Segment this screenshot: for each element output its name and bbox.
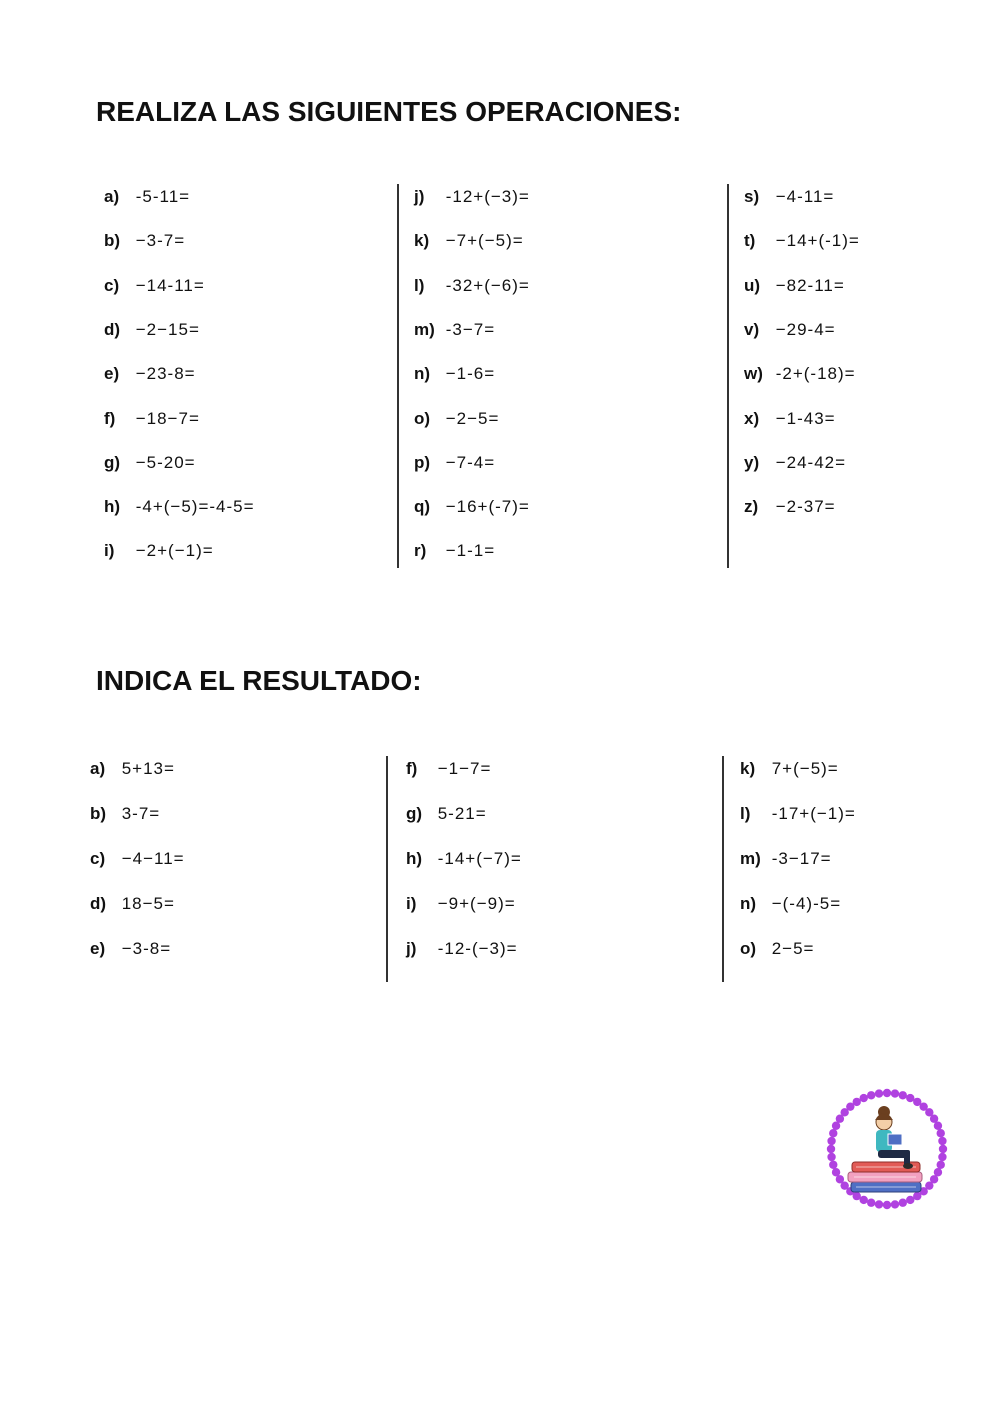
- exercise-label: c): [104, 275, 120, 295]
- exercise-label: k): [740, 759, 756, 778]
- exercise-item: [740, 848, 832, 870]
- exercise-expression: −18−7=: [130, 408, 200, 428]
- exercise-expression: −29-4=: [770, 319, 836, 339]
- exercise-item: [90, 758, 175, 780]
- exercise-label: u): [744, 275, 761, 295]
- badge-dot: [860, 1094, 868, 1102]
- exercise-label: b): [104, 231, 121, 251]
- exercise-expression: −16+(-7)=: [440, 497, 530, 517]
- exercise-expression: −1−7=: [432, 759, 492, 778]
- exercise-expression: −23-8=: [130, 364, 196, 384]
- exercise-item: [414, 408, 499, 430]
- exercise-expression: −2−5=: [440, 408, 500, 428]
- badge-dot: [891, 1089, 899, 1097]
- exercise-label: q): [414, 497, 431, 517]
- exercise-label: a): [90, 759, 106, 778]
- exercise-item: [104, 275, 205, 297]
- exercise-label: v): [744, 319, 760, 339]
- exercise-expression: −1-43=: [770, 408, 836, 428]
- exercise-label: f): [406, 759, 418, 778]
- exercise-item: [744, 408, 836, 430]
- badge-dot: [883, 1201, 891, 1209]
- exercise-label: r): [414, 541, 427, 561]
- exercise-item: [104, 452, 196, 474]
- exercise-item: [414, 186, 530, 208]
- exercise-item: [104, 540, 214, 562]
- exercise-label: z): [744, 497, 759, 517]
- exercise-expression: -17+(−1)=: [766, 804, 856, 823]
- exercise-item: [740, 758, 839, 780]
- exercise-item: [406, 758, 491, 780]
- exercise-expression: −2-37=: [770, 497, 836, 517]
- column-divider: [727, 184, 729, 568]
- exercise-label: m): [740, 849, 761, 868]
- exercise-expression: −7+(−5)=: [440, 231, 524, 251]
- exercise-item: [744, 452, 846, 474]
- badge-dot: [827, 1145, 835, 1153]
- badge-dot: [906, 1196, 914, 1204]
- exercise-item: [744, 186, 834, 208]
- exercise-label: n): [740, 894, 757, 913]
- exercise-label: l): [414, 275, 425, 295]
- badge-dot: [937, 1129, 945, 1137]
- exercise-expression: -3−17=: [766, 849, 832, 868]
- exercise-label: o): [414, 408, 431, 428]
- exercise-item: [414, 275, 530, 297]
- exercise-item: [744, 363, 856, 385]
- exercise-item: [104, 186, 190, 208]
- exercise-label: s): [744, 187, 760, 206]
- exercise-expression: −9+(−9)=: [432, 894, 516, 913]
- exercise-expression: −(-4)-5=: [766, 894, 842, 913]
- exercise-expression: −2−15=: [130, 319, 200, 339]
- exercise-item: [104, 363, 196, 385]
- exercise-label: w): [744, 364, 763, 384]
- exercise-item: [104, 408, 200, 430]
- badge-dot: [899, 1091, 907, 1099]
- badge-dot: [875, 1200, 883, 1208]
- exercise-expression: 2−5=: [766, 939, 815, 958]
- exercise-label: t): [744, 231, 756, 251]
- badge-dot: [883, 1089, 891, 1097]
- exercise-label: p): [414, 452, 431, 472]
- exercise-item: [406, 938, 518, 960]
- exercise-item: [744, 230, 860, 252]
- exercise-label: n): [414, 364, 431, 384]
- exercise-label: o): [740, 939, 757, 958]
- exercise-item: [90, 893, 175, 915]
- exercise-label: i): [406, 894, 417, 913]
- exercise-expression: -32+(−6)=: [440, 275, 530, 295]
- exercise-item: [414, 319, 495, 341]
- exercise-expression: −3-8=: [116, 939, 172, 958]
- exercise-item: [744, 275, 845, 297]
- exercise-label: h): [406, 849, 423, 868]
- badge-dot: [832, 1168, 840, 1176]
- exercise-expression: −14-11=: [130, 275, 205, 295]
- exercise-expression: 18−5=: [116, 894, 175, 913]
- exercise-expression: −2+(−1)=: [130, 541, 214, 561]
- exercise-label: e): [90, 939, 106, 958]
- exercise-item: [740, 893, 841, 915]
- exercise-expression: −5-20=: [130, 452, 196, 472]
- badge-dot: [867, 1199, 875, 1207]
- exercise-item: [406, 803, 487, 825]
- exercise-expression: −24-42=: [770, 452, 847, 472]
- exercise-item: [414, 230, 524, 252]
- exercise-expression: -2+(-18)=: [770, 364, 856, 384]
- exercise-item: [406, 893, 516, 915]
- exercise-expression: -12-(−3)=: [432, 939, 518, 958]
- exercise-item: [104, 319, 200, 341]
- exercise-label: f): [104, 408, 116, 428]
- badge-dot: [939, 1145, 947, 1153]
- exercise-item: [414, 363, 495, 385]
- exercise-label: i): [104, 541, 115, 561]
- badge-dot: [891, 1200, 899, 1208]
- exercise-item: [744, 319, 836, 341]
- badge-dot: [934, 1122, 942, 1130]
- exercise-expression: 3-7=: [116, 804, 161, 823]
- exercise-item: [90, 848, 185, 870]
- exercise-label: b): [90, 804, 107, 823]
- column-divider: [386, 756, 388, 982]
- exercise-expression: -3−7=: [440, 319, 496, 339]
- badge-dot: [938, 1153, 946, 1161]
- exercise-label: x): [744, 408, 760, 428]
- badge-dot: [829, 1129, 837, 1137]
- exercise-label: h): [104, 497, 121, 517]
- badge-dot: [899, 1199, 907, 1207]
- exercise-label: g): [104, 452, 121, 472]
- badge-dot: [827, 1153, 835, 1161]
- exercise-expression: −4-11=: [770, 187, 835, 206]
- badge-dot: [827, 1137, 835, 1145]
- exercise-label: j): [414, 187, 425, 206]
- exercise-item: [740, 938, 815, 960]
- exercise-label: k): [414, 231, 430, 251]
- exercise-expression: 5-21=: [432, 804, 487, 823]
- exercise-expression: −82-11=: [770, 275, 845, 295]
- exercise-label: j): [406, 939, 417, 958]
- exercise-label: a): [104, 187, 120, 206]
- exercise-expression: −3-7=: [130, 231, 186, 251]
- exercise-expression: −4−11=: [116, 849, 185, 868]
- badge-dot: [867, 1091, 875, 1099]
- exercise-expression: −14+(-1)=: [770, 231, 860, 251]
- exercise-expression: -12+(−3)=: [440, 187, 530, 206]
- exercise-expression: -4+(−5)=-4-5=: [130, 497, 255, 517]
- exercise-item: [104, 230, 185, 252]
- exercise-item: [744, 496, 836, 518]
- exercise-label: e): [104, 364, 120, 384]
- exercise-label: c): [90, 849, 106, 868]
- exercise-expression: −1-6=: [440, 364, 496, 384]
- exercise-item: [406, 848, 522, 870]
- exercise-item: [90, 803, 160, 825]
- badge-graphic: [826, 1088, 948, 1210]
- exercise-expression: 7+(−5)=: [766, 759, 839, 778]
- badge-dot: [875, 1089, 883, 1097]
- badge-dot: [829, 1161, 837, 1169]
- badge-dot: [937, 1161, 945, 1169]
- exercise-label: m): [414, 319, 435, 339]
- section-title-operaciones: REALIZA LAS SIGUIENTES OPERACIONES:: [96, 96, 682, 127]
- exercise-item: [414, 540, 495, 562]
- exercise-item: [104, 496, 255, 518]
- exercise-item: [740, 803, 856, 825]
- exercise-label: y): [744, 452, 760, 472]
- teacher-reading-on-books-icon: [826, 1088, 948, 1210]
- exercise-label: g): [406, 804, 423, 823]
- exercise-expression: −7-4=: [440, 452, 496, 472]
- exercise-item: [414, 452, 495, 474]
- column-divider: [397, 184, 399, 568]
- section-title-resultado: INDICA EL RESULTADO:: [96, 665, 422, 696]
- exercise-item: [414, 496, 530, 518]
- column-divider: [722, 756, 724, 982]
- badge-dot: [938, 1137, 946, 1145]
- exercise-expression: 5+13=: [116, 759, 175, 778]
- exercise-item: [90, 938, 171, 960]
- exercise-expression: -14+(−7)=: [432, 849, 522, 868]
- exercise-expression: −1-1=: [440, 541, 496, 561]
- exercise-label: l): [740, 804, 751, 823]
- exercise-label: d): [90, 894, 107, 913]
- exercise-expression: -5-11=: [130, 187, 191, 206]
- exercise-label: d): [104, 319, 121, 339]
